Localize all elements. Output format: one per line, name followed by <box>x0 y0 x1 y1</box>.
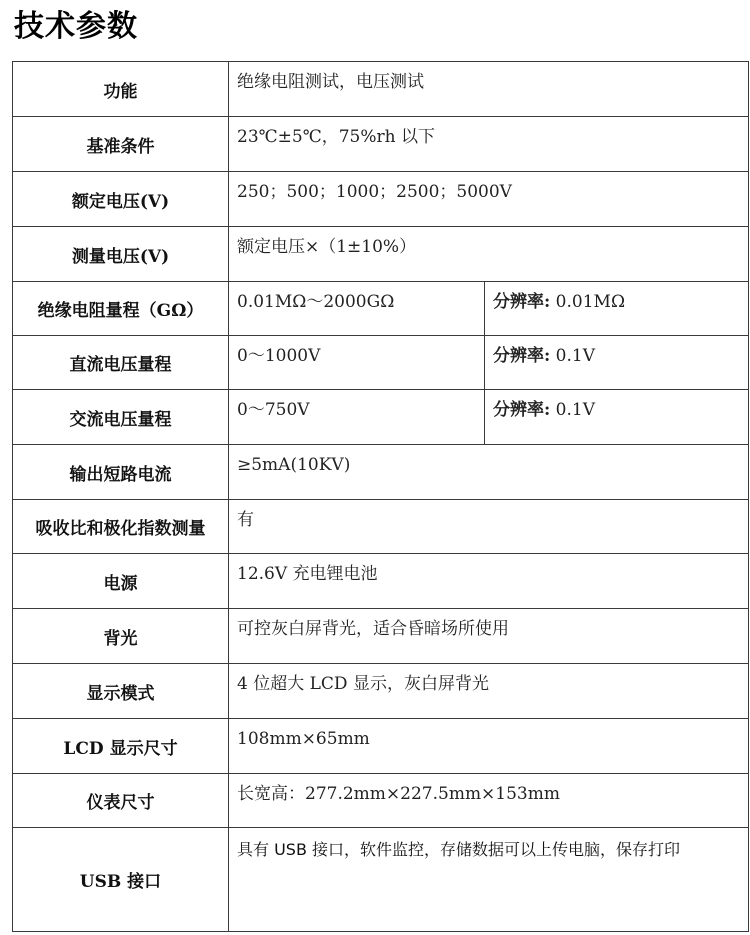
row-label: 功能 <box>13 62 229 117</box>
row-label: 基准条件 <box>13 117 229 172</box>
table-row <box>13 500 749 554</box>
row-value: 有 <box>229 500 749 554</box>
row-value: 250；500；1000；2500；5000V <box>229 172 749 227</box>
table-row <box>13 117 749 172</box>
row-label: 吸收比和极化指数测量 <box>13 500 229 554</box>
row-value: 具有 USB 接口，软件监控，存储数据可以上传电脑，保存打印 <box>229 828 749 932</box>
row-value: 23℃±5℃，75%rh 以下 <box>229 117 749 172</box>
table-row <box>13 282 749 336</box>
page-title: 技术参数 <box>14 9 138 44</box>
row-label: 直流电压量程 <box>13 336 229 390</box>
table-row <box>13 172 749 227</box>
row-value: 绝缘电阻测试，电压测试 <box>229 62 749 117</box>
row-label: 显示模式 <box>13 664 229 719</box>
row-label: 交流电压量程 <box>13 390 229 445</box>
resolution-value: 0.1V <box>550 400 595 420</box>
spec-table <box>12 61 749 932</box>
table-row <box>13 554 749 609</box>
row-label: 测量电压(V) <box>13 227 229 282</box>
resolution-label: 分辨率: <box>493 346 551 366</box>
resolution-cell <box>485 336 749 390</box>
resolution-value: 0.01MΩ <box>550 292 626 312</box>
resolution-cell <box>485 282 749 336</box>
table-row <box>13 719 749 774</box>
table-row <box>13 336 749 390</box>
resolution-value: 0.1V <box>550 346 595 366</box>
row-label: 仪表尺寸 <box>13 774 229 828</box>
row-label: 电源 <box>13 554 229 609</box>
table-row <box>13 828 749 932</box>
table-row <box>13 227 749 282</box>
row-value: 12.6V 充电锂电池 <box>229 554 749 609</box>
table-row <box>13 445 749 500</box>
row-label: 背光 <box>13 609 229 664</box>
row-label: 绝缘电阻量程（GΩ） <box>13 282 229 336</box>
row-label: LCD 显示尺寸 <box>13 719 229 774</box>
row-label: USB 接口 <box>13 828 229 932</box>
row-value: 108mm×65mm <box>229 719 749 774</box>
row-label: 输出短路电流 <box>13 445 229 500</box>
row-value: 长宽高：277.2mm×227.5mm×153mm <box>229 774 749 828</box>
resolution-label: 分辨率: <box>493 400 551 420</box>
table-row <box>13 609 749 664</box>
row-value: 可控灰白屏背光，适合昏暗场所使用 <box>229 609 749 664</box>
row-value: 0～750V <box>229 390 485 445</box>
table-row <box>13 664 749 719</box>
row-value: 0～1000V <box>229 336 485 390</box>
row-value: 额定电压×（1±10%） <box>229 227 749 282</box>
row-value: 4 位超大 LCD 显示，灰白屏背光 <box>229 664 749 719</box>
resolution-label: 分辨率: <box>493 292 551 312</box>
row-value: 0.01MΩ～2000GΩ <box>229 282 485 336</box>
table-row <box>13 774 749 828</box>
table-row <box>13 62 749 117</box>
row-value: ≥5mA(10KV) <box>229 445 749 500</box>
resolution-cell <box>485 390 749 445</box>
row-label: 额定电压(V) <box>13 172 229 227</box>
table-row <box>13 390 749 445</box>
